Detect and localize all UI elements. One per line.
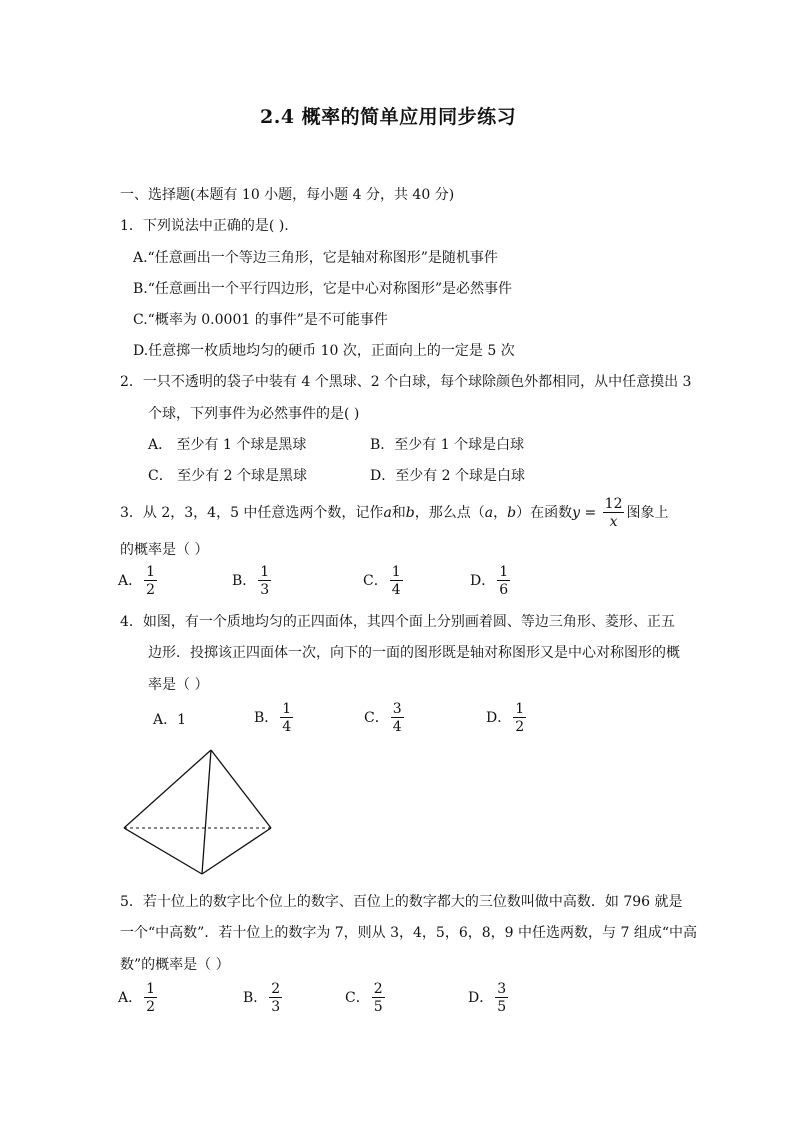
question-5-stem-line-3: 数”的概率是（ ） (120, 957, 230, 973)
section-heading: 一、选择题(本题有 10 小题，每小题 4 分，共 40 分) (120, 187, 455, 203)
option-label: D． (470, 573, 496, 589)
q3-func-numerator: 12 (604, 496, 623, 512)
question-2-stem-line-2: 个球，下列事件为必然事件的是( ) (148, 406, 360, 422)
question-2-option-a: A． 至少有 1 个球是黑球 (148, 437, 307, 453)
question-3-stem-line-2: 的概率是（ ） (120, 542, 209, 558)
question-5-stem-line-2: 一个“中高数”．若十位上的数字为 7，则从 3，4，5，6，8，9 中任选两数，与 7 组成“中高 (120, 925, 697, 941)
q3-stem-end: 图象上 (626, 505, 669, 521)
option-fraction: $\frac{2}{5}$ (373, 981, 383, 1015)
question-2-option-d: D．至少有 2 个球是白球 (370, 468, 526, 484)
tetrahedron-figure (118, 744, 278, 876)
question-1-option-c: C.“概率为 0.0001 的事件”是不可能事件 (133, 312, 388, 328)
q3-and: 和 (391, 505, 406, 521)
q3-eq: = (580, 505, 601, 521)
option-label: D． (486, 710, 512, 726)
question-4-stem-line-2: 边形．投掷该正四面体一次，向下的一面的图形既是轴对称图形又是中心对称图形的概 (148, 645, 680, 661)
question-4-stem-line-1: 4．如图，有一个质地均匀的正四面体，其四个面上分别画着圆、等边三角形、菱形、正五 (120, 614, 675, 630)
option-label: A． (118, 990, 143, 1006)
question-5-stem-line-1: 5．若十位上的数字比个位上的数字、百位上的数字都大的三位数叫做中高数．如 796 就是 (120, 894, 683, 910)
option-fraction: $\frac{1}{4}$ (282, 701, 292, 735)
option-fraction: $\frac{3}{4}$ (392, 701, 402, 735)
question-1-stem: 1．下列说法中正确的是( ). (120, 218, 289, 234)
option-fraction: $\frac{2}{3}$ (271, 981, 281, 1015)
option-label: C． (363, 573, 388, 589)
question-5-option-a (118, 982, 159, 1014)
question-3-stem-line-1 (120, 495, 668, 531)
tetrahedron-edge (202, 828, 271, 874)
question-5-option-c (345, 982, 387, 1014)
option-label: D． (468, 990, 494, 1006)
q3-func-fraction (603, 497, 625, 529)
question-1-option-d: D.任意掷一枚质地均匀的硬币 10 次，正面向上的一定是 5 次 (133, 343, 515, 359)
q3-func-y: y (572, 505, 581, 521)
option-fraction: $\frac{1}{2}$ (146, 564, 156, 598)
question-2-stem-line-1: 2．一只不透明的袋子中装有 4 个黑球、2 个白球，每个球除颜色外都相同，从中任意摸出 3 (120, 374, 692, 390)
q3-stem-pre: 3．从 2，3，4，5 中任意选两个数，记作 (120, 505, 384, 521)
q3-stem-post: ）在函数 (516, 505, 573, 521)
q3-point-b: b (507, 505, 517, 521)
question-3-option-a (118, 565, 159, 597)
option-fraction: $\frac{1}{4}$ (391, 564, 401, 598)
question-5-option-b (243, 982, 284, 1014)
question-3-option-c (363, 565, 405, 597)
q3-func-denominator: x (609, 514, 618, 530)
question-1-option-b: B.“任意画出一个平行四边形，它是中心对称图形”是必然事件 (133, 281, 513, 297)
question-3-option-d (470, 565, 512, 597)
q3-comma: ， (493, 505, 508, 521)
option-label: B． (232, 573, 257, 589)
question-4-stem-line-3: 率是（ ） (148, 677, 209, 693)
tetrahedron-edge (124, 828, 202, 874)
option-label: B． (254, 710, 279, 726)
question-4-option-b (254, 702, 295, 734)
q3-point-a: a (484, 505, 494, 521)
option-label: B． (243, 990, 268, 1006)
question-3-option-b (232, 565, 273, 597)
option-fraction: $\frac{3}{5}$ (497, 981, 507, 1015)
question-4-option-d (486, 702, 528, 734)
option-fraction: $\frac{1}{3}$ (260, 564, 270, 598)
q3-var-b: b (405, 505, 415, 521)
page-title: 2.4 概率的简单应用同步练习 (260, 106, 517, 128)
tetrahedron-edge (202, 750, 211, 874)
option-fraction: $\frac{1}{6}$ (499, 564, 509, 598)
question-4-option-a: A．1 (153, 712, 187, 728)
tetrahedron-edge (124, 750, 211, 828)
question-1-option-a: A.“任意画出一个等边三角形，它是轴对称图形”是随机事件 (133, 250, 498, 266)
question-5-option-d (468, 982, 510, 1014)
option-label: C． (364, 710, 389, 726)
option-fraction: $\frac{1}{2}$ (146, 981, 156, 1015)
question-2-option-b: B．至少有 1 个球是白球 (370, 437, 525, 453)
option-label: C． (345, 990, 370, 1006)
q3-stem-mid: ，那么点（ (414, 505, 485, 521)
tetrahedron-edge (211, 750, 271, 828)
q3-var-a: a (383, 505, 392, 521)
question-4-option-c (364, 702, 406, 734)
option-fraction: $\frac{1}{2}$ (515, 701, 525, 735)
option-label: A． (118, 573, 143, 589)
question-2-option-c: C． 至少有 2 个球是黑球 (148, 468, 307, 484)
